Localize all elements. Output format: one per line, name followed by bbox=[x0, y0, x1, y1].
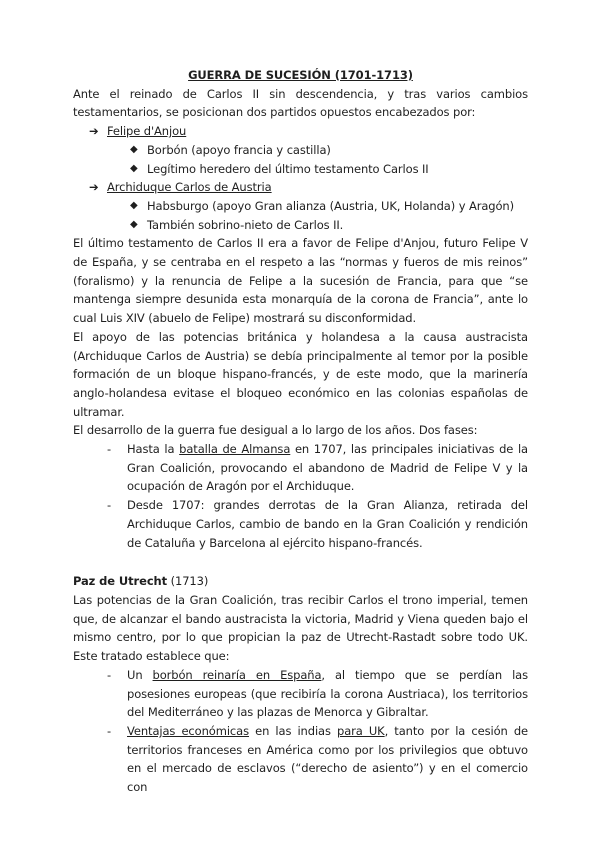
dash-bullet: - bbox=[107, 498, 112, 513]
treaty-text bbox=[127, 666, 528, 722]
party-point-text: Borbón (apoyo francia y castilla) bbox=[147, 142, 331, 157]
party-point bbox=[130, 216, 528, 235]
phase-text-part: Hasta la bbox=[127, 442, 180, 457]
treaty-text-part: , al tiempo que se perdían las posesiones europeas (que recibiría la corona Austriaca), los territorios del Mediterráneo y las plazas de Menorca y Gibraltar. bbox=[127, 667, 529, 720]
testament-paragraph: El último testamento de Carlos II era a favor de Felipe d'Anjou, futuro Felipe V de España, y se centraba en el respeto a las “normas y fueros de mis reinos” (foralismo) y la renuncia de Felipe a la sucesión de Francia, para que “se mantenga siempre desunida esta monarquía de la corona de Francia”, ante lo cual Luis XIV (abuelo de Felipe) mostrará su disconformidad. bbox=[73, 236, 528, 326]
arrow-bullet-icon: ➔ bbox=[89, 180, 99, 195]
phase-item bbox=[107, 496, 528, 552]
treaty-text bbox=[127, 722, 528, 797]
party-point-text: Legítimo heredero del último testamento Carlos II bbox=[147, 161, 429, 176]
peace-heading bbox=[73, 572, 528, 591]
phase-text bbox=[127, 440, 528, 496]
treaty-text-part: en las indias bbox=[248, 723, 338, 738]
phase-text-part: en 1707, las principales iniciativas de la Gran Coalición, provocando el abandono de Madrid de Felipe V y la ocupación de Aragón por el Archiduque. bbox=[127, 442, 529, 494]
ventajas-link: Ventajas económicas bbox=[127, 723, 249, 738]
document-body bbox=[73, 66, 528, 797]
diamond-bullet-icon: ◆ bbox=[130, 218, 138, 230]
dash-bullet: - bbox=[107, 442, 112, 457]
peace-heading-year: (1713) bbox=[167, 574, 209, 589]
section-gap bbox=[73, 552, 528, 572]
peace-heading-title: Paz de Utrecht bbox=[73, 574, 168, 589]
party-point bbox=[130, 197, 528, 216]
party-point bbox=[130, 141, 528, 160]
dash-bullet: - bbox=[107, 667, 112, 682]
page-title: GUERRA DE SUCESIÓN (1701-1713) bbox=[188, 68, 413, 82]
arrow-bullet-icon: ➔ bbox=[89, 124, 99, 139]
borbon-link: borbón reinaría en España bbox=[152, 667, 322, 682]
peace-paragraph: Las potencias de la Gran Coalición, tras recibir Carlos el trono imperial, temen que, de alcanzar el bando austracista la victoria, Madrid y Viena queden bajo el mismo centro, por lo que propician la paz de Utrecht-Rastadt sobre todo UK. Este tratado establece que: bbox=[73, 592, 528, 664]
diamond-bullet-icon: ◆ bbox=[130, 199, 138, 211]
treaty-item bbox=[107, 722, 528, 797]
party-name-carlos: Archiduque Carlos de Austria bbox=[107, 180, 272, 195]
treaty-text-part: Un bbox=[127, 667, 153, 682]
party-point bbox=[130, 160, 528, 179]
party-item-carlos bbox=[89, 178, 528, 197]
treaty-text-part: , tanto por la cesión de territorios franceses en América como por los privilegios que obtuvo en el mercado de esclavos (“derecho de asiento”) y en el comercio con bbox=[127, 723, 528, 795]
party-point-text: Habsburgo (apoyo Gran alianza (Austria, UK, Holanda) y Aragón) bbox=[147, 198, 515, 213]
diamond-bullet-icon: ◆ bbox=[130, 162, 138, 174]
party-item-felipe bbox=[89, 122, 528, 141]
phases-paragraph: El desarrollo de la guerra fue desigual a lo largo de los años. Dos fases: bbox=[73, 423, 478, 438]
intro-paragraph: Ante el reinado de Carlos II sin descendencia, y tras varios cambios testamentarios, se posicionan dos partidos opuestos encabezados por: bbox=[73, 86, 528, 120]
support-paragraph: El apoyo de las potencias británica y holandesa a la causa austracista (Archiduque Carlos de Austria) se debía principalmente al temor por la posible formación de un bloque hispano-francés, y de este modo, que la marinería anglo-holandesa evitase el bloqueo económico en las colonias españolas de ultramar. bbox=[73, 329, 528, 419]
party-point-text: También sobrino-nieto de Carlos II. bbox=[147, 217, 344, 232]
almansa-link: batalla de Almansa bbox=[179, 442, 291, 457]
party-name-felipe: Felipe d'Anjou bbox=[107, 124, 187, 139]
treaty-item bbox=[107, 666, 528, 722]
dash-bullet: - bbox=[107, 723, 112, 738]
diamond-bullet-icon: ◆ bbox=[130, 143, 138, 155]
phase-item bbox=[107, 440, 528, 496]
para-uk-link: para UK bbox=[337, 723, 385, 738]
phase-text: Desde 1707: grandes derrotas de la Gran Alianza, retirada del Archiduque Carlos, cambio de bando en la Gran Coalición y rendición de Cataluña y Barcelona al ejército hispano-francés. bbox=[127, 498, 528, 550]
